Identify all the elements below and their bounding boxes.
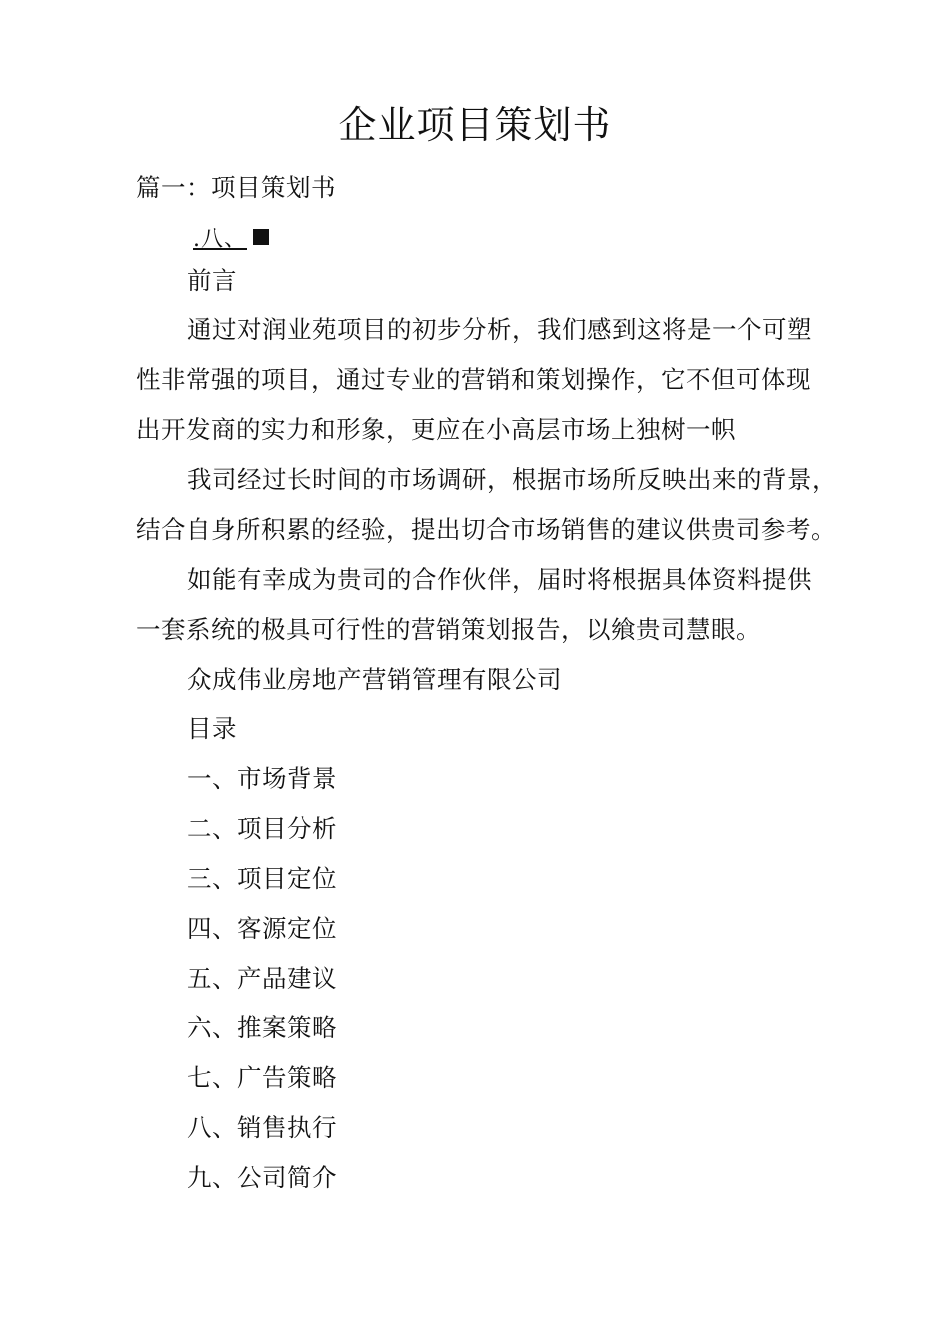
black-square-icon: [253, 229, 269, 245]
document-title: 企业项目策划书: [338, 103, 612, 147]
toc-item: 六、推案策略: [187, 1013, 337, 1042]
toc-item: 七、广告策略: [187, 1063, 337, 1092]
stray-mark: [193, 226, 269, 254]
toc-item: 三、项目定位: [187, 864, 337, 893]
preface-para3-line1: 如能有幸成为贵司的合作伙伴，届时将根据具体资料提供: [187, 565, 812, 594]
preface-para3-line2: 一套系统的极具可行性的营销策划报告，以飨贵司慧眼。: [136, 615, 761, 644]
preface-para1-line3: 出开发商的实力和形象，更应在小高层市场上独树一帜: [136, 415, 736, 444]
toc-item: 五、产品建议: [187, 964, 337, 993]
preface-para1-line2: 性非常强的项目，通过专业的营销和策划操作，它不但可体现: [136, 365, 811, 394]
preface-heading: 前言: [187, 266, 237, 295]
preface-para2-line2: 结合自身所积累的经验，提出切合市场销售的建议供贵司参考。: [136, 515, 836, 544]
toc-item: 二、项目分析: [187, 814, 337, 843]
preface-para2-line1: 我司经过长时间的市场调研，根据市场所反映出来的背景，: [187, 465, 837, 494]
toc-item: 八、销售执行: [187, 1113, 337, 1142]
toc-item: 一、市场背景: [187, 764, 337, 793]
section-heading: 篇一：项目策划书: [136, 173, 336, 202]
toc-item: 九、公司简介: [187, 1163, 337, 1192]
toc-heading: 目录: [187, 714, 237, 743]
toc-item: 四、客源定位: [187, 914, 337, 943]
preface-para1-line1: 通过对润业苑项目的初步分析，我们感到这将是一个可塑: [187, 315, 812, 344]
company-name: 众成伟业房地产营销管理有限公司: [187, 665, 562, 694]
stray-mark-text: .八、: [193, 227, 247, 252]
